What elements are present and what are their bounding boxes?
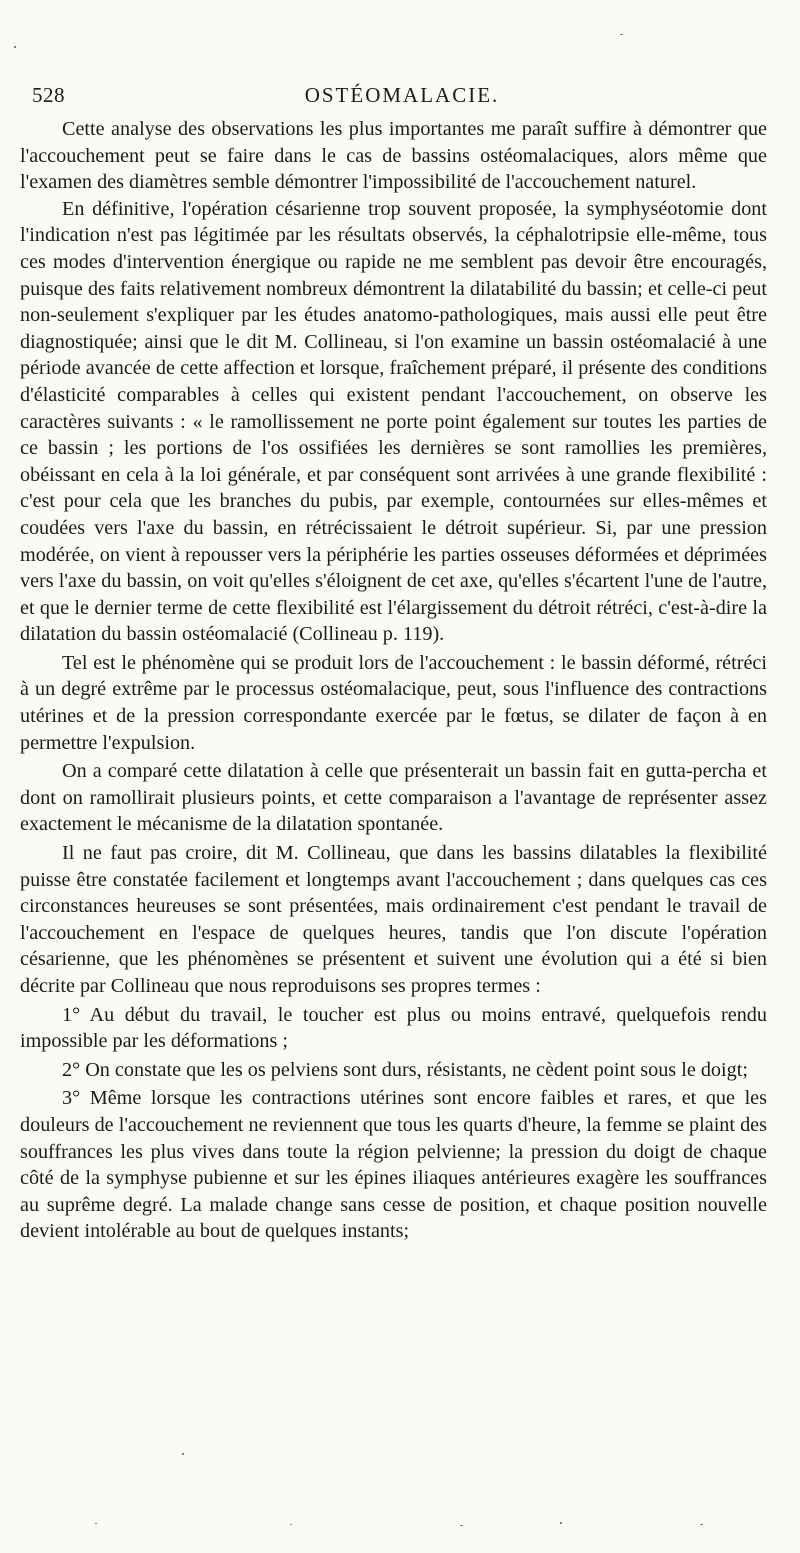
paragraph: Il ne faut pas croire, dit M. Collineau, que dans les bassins dilatables la flexibilité puisse être constatée facilement et longtemps avant l'accouchement ; dans quelques cas ces circonstances heureuses se sont présentées, mais ordinairement c'est pendant le travail de l'accouchement en l'espace de quelques heures, tandis que l'on discute l'opération césarienne, que les phénomènes se présentent et suivent une évolution qui a été si bien décrite par Collineau que nous reproduisons ses propres termes : <box>20 842 767 997</box>
paragraph: On a comparé cette dilatation à celle que présenterait un bassin fait en gutta-percha et dont on ramollirait plusieurs points, et cette comparaison a l'avantage de représenter assez exactement le mécanisme de la dilatation spontanée. <box>20 760 767 836</box>
list-item: 3° Même lorsque les contractions utérines sont encore faibles et rares, et que les douleurs de l'accouchement ne reviennent que tous les quarts d'heure, la femme se plaint des souffrances les plus vives dans toute la région pelvienne; la pression du doigt de chaque côté de la symphyse pubienne et sur les épines iliaques antérieures exagère les souffrances au suprême degré. La malade change sans cesse de position, et chaque position nouvelle devient intolérable au bout de quelques instants; <box>20 1087 767 1243</box>
list-item: 2° On constate que les os pelviens sont durs, résistants, ne cèdent point sous le doigt; <box>62 1058 748 1081</box>
body-text <box>20 116 767 1245</box>
running-title: OSTÉOMALACIE. <box>304 83 500 107</box>
scan-speck <box>290 1524 292 1525</box>
list-item: 1° Au début du travail, le toucher est plus ou moins entravé, quelquefois rendu impossible par les déformations ; <box>20 1003 767 1053</box>
paragraph: Tel est le phénomène qui se produit lors de l'accouchement : le bassin déformé, rétréci à un degré extrême par le processus ostéomalacique, peut, sous l'influence des contractions utérines et de la pression correspondante exercée par le fœtus, se dilater de façon à en permettre l'expulsion. <box>20 651 767 754</box>
scan-speck <box>560 1522 562 1524</box>
page-header <box>32 83 772 109</box>
scan-speck <box>95 1523 97 1524</box>
scan-speck <box>460 1525 463 1526</box>
scan-speck <box>620 34 623 35</box>
scan-speck <box>14 46 16 48</box>
paragraph: En définitive, l'opération césarienne trop souvent proposée, la symphyséotomie dont l'indication n'est pas légitimée par les résultats observés, la céphalotripsie elle-même, tous ces modes d'intervention énergique ou rapide ne me semblent pas devoir être encouragés, puisque des faits relativement nombreux démontrent la dilatabilité du bassin; et celle-ci peut non-seulement s'expliquer par les études anatomo-pathologiques, mais aussi elle peut être diagnostiquée; ainsi que le dit M. Collineau, si l'on examine un bassin ostéomalacié à une période avancée de cette affection et lorsque, fraîchement préparé, il présente des conditions d'élasticité comparables à celles qui existent pendant l'accouchement, on observe les caractères suivants : « le ramollissement ne porte point également sur toutes les parties de ce bassin ; les portions de l'os ossifiées les dernières se sont ramollies les premières, obéissant en cela à la loi générale, et par conséquent sont arrivées à une grande flexibilité : c'est pour cela que les branches du pubis, par exemple, contournées sur elles-mêmes et coudées vers l'axe du bassin, en rétrécissaient le détroit supérieur. Si, par une pression modérée, on vient à repousser vers la périphérie les parties osseuses déformées et déprimées vers l'axe du bassin, on voit qu'elles s'éloignent de cet axe, qu'elles s'écartent l'une de l'autre, et que le dernier terme de cette flexibilité est l'élargissement du détroit rétréci, c'est-à-dire la dilatation du bassin ostéomalacié (Collineau p. 119). <box>20 197 767 646</box>
scan-speck <box>700 1524 703 1525</box>
scan-speck <box>182 1453 184 1455</box>
page-number: 528 <box>32 83 65 107</box>
paragraph: Cette analyse des observations les plus importantes me paraît suffire à démontrer que l'accouchement peut se faire dans le cas de bassins ostéomalaciques, alors même que l'examen des diamètres semble démontrer l'impossibilité de l'accouchement naturel. <box>20 118 767 194</box>
